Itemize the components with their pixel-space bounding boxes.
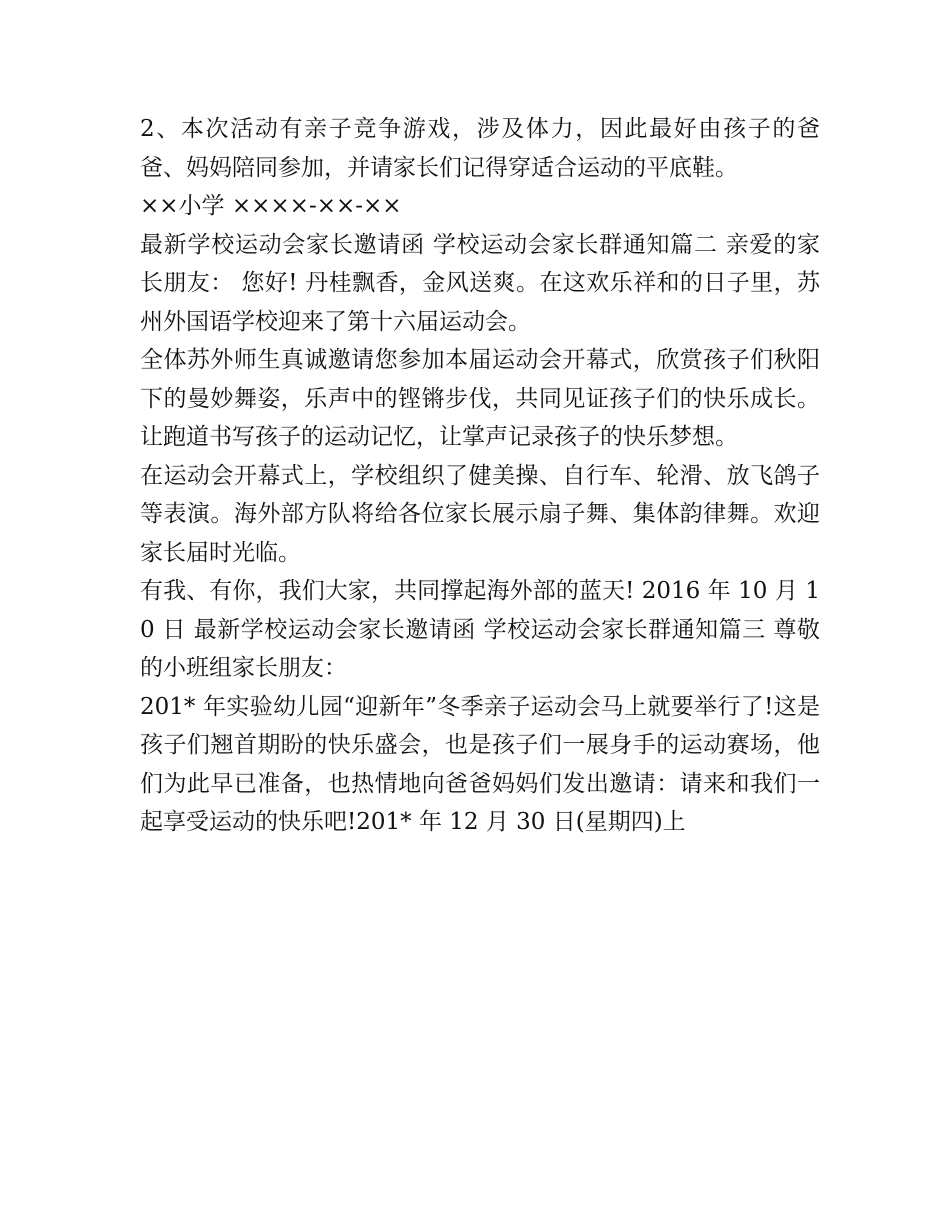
paragraph-6: 有我、有你，我们大家，共同撑起海外部的蓝天! 2016 年 10 月 10 日 最新学校运动会家长邀请函 学校运动会家长群通知篇三 尊敬的小班组家长朋友： bbox=[140, 578, 820, 681]
paragraph-3: 最新学校运动会家长邀请函 学校运动会家长群通知篇二 亲爱的家长朋友： 您好! 丹桂飘香，金风送爽。在这欢乐祥和的日子里，苏州外国语学校迎来了第十六届运动会。 bbox=[140, 231, 820, 335]
paragraph-2: ××小学 ××××-××-×× bbox=[140, 193, 402, 219]
document-body bbox=[140, 110, 820, 842]
paragraph-4: 全体苏外师生真诚邀请您参加本届运动会开幕式，欣赏孩子们秋阳下的曼妙舞姿，乐声中的铿锵步伐，共同见证孩子们的快乐成长。让跑道书写孩子的运动记忆，让掌声记录孩子的快乐梦想。 bbox=[140, 347, 820, 450]
paragraph-5: 在运动会开幕式上，学校组织了健美操、自行车、轮滑、放飞鸽子等表演。海外部方队将给各位家长展示扇子舞、集体韵律舞。欢迎家长届时光临。 bbox=[140, 462, 820, 566]
paragraph-1: 2、本次活动有亲子竞争游戏，涉及体力，因此最好由孩子的爸爸、妈妈陪同参加，并请家长们记得穿适合运动的平底鞋。 bbox=[140, 116, 820, 181]
paragraph-7: 201* 年实验幼儿园“迎新年”冬季亲子运动会马上就要举行了!这是孩子们翘首期盼的快乐盛会，也是孩子们一展身手的运动赛场，他们为此早已准备，也热情地向爸爸妈妈们发出邀请：请来和我们一起享受运动的快乐吧!201* 年 12 月 30 日(星期四)上 bbox=[140, 693, 820, 835]
